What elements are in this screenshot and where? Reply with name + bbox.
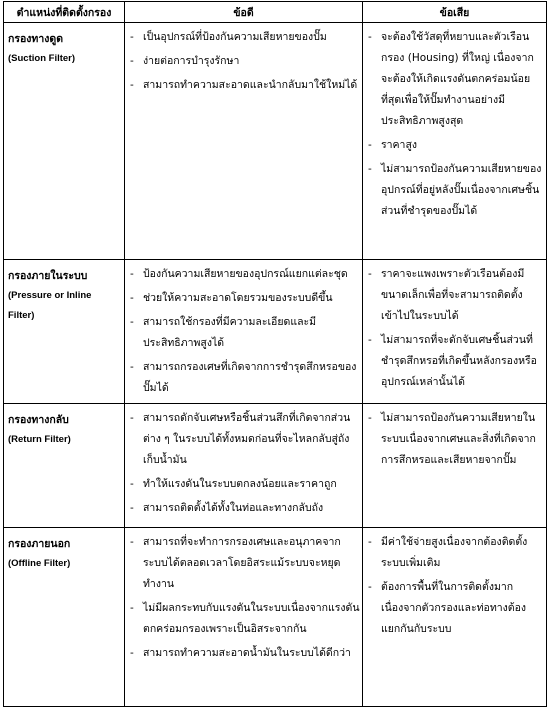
list-item xyxy=(129,357,360,399)
position-name-en: (Return Filter) xyxy=(8,434,71,445)
header-position: ตำแหน่งที่ติดตั้งกรอง xyxy=(4,2,125,23)
cons-cell xyxy=(363,23,547,260)
position-cell xyxy=(4,260,125,404)
bullet-dash: - xyxy=(368,412,372,424)
position-name-th: กรองภายในระบบ xyxy=(8,270,88,282)
bullet-dash: - xyxy=(130,478,134,490)
cons-cell xyxy=(363,528,547,707)
bullet-dash: - xyxy=(368,139,372,151)
bullet-dash: - xyxy=(130,412,134,424)
pros-cell xyxy=(125,260,363,404)
list-item xyxy=(367,330,544,393)
position-name-th: กรองทางกลับ xyxy=(8,414,69,426)
pros-list xyxy=(129,408,360,519)
header-cons: ข้อเสีย xyxy=(363,2,547,23)
list-item xyxy=(367,135,544,156)
table-row-suction xyxy=(4,23,547,260)
bullet-dash: - xyxy=(130,292,134,304)
pros-cell xyxy=(125,528,363,707)
list-item xyxy=(129,643,360,664)
filter-comparison-table xyxy=(3,1,547,707)
bullet-dash: - xyxy=(368,268,372,280)
pro-text: ป้องกันความเสียหายของอุปกรณ์แยกแต่ละชุด xyxy=(143,268,348,280)
pro-text: สามารถทำความสะอาดและนำกลับมาใช้ใหม่ได้ xyxy=(143,79,358,91)
bullet-dash: - xyxy=(368,334,372,346)
pros-list xyxy=(129,532,360,664)
position-name-th: กรองทางดูด xyxy=(8,33,64,45)
list-item xyxy=(367,264,544,327)
list-item xyxy=(129,408,360,471)
pro-text: เป็นอุปกรณ์ที่ป้องกันความเสียหายของปั๊ม xyxy=(143,31,327,43)
pros-cell xyxy=(125,23,363,260)
position-name-th: กรองภายนอก xyxy=(8,538,71,550)
list-item xyxy=(129,288,360,309)
pro-text: ไม่มีผลกระทบกับแรงดันในระบบเนื่องจากแรงดันตกคร่อมกรองเพราะเป็นอิสระจากกัน xyxy=(143,602,360,635)
list-item xyxy=(367,577,544,640)
position-cell xyxy=(4,404,125,528)
con-text: มีค่าใช้จ่ายสูงเนื่องจากต้องติดตั้งระบบเพิ่มเติม xyxy=(381,536,528,569)
con-text: ราคาจะแพงเพราะตัวเรือนต้องมีขนาดเล็กเพื่อที่จะสามารถติดตั้งเข้าไปในระบบได้ xyxy=(381,268,525,322)
cons-list xyxy=(367,532,544,640)
bullet-dash: - xyxy=(130,79,134,91)
list-item xyxy=(129,264,360,285)
bullet-dash: - xyxy=(130,31,134,43)
position-name-en: (Pressure or Inline Filter) xyxy=(8,290,92,321)
bullet-dash: - xyxy=(368,163,372,175)
pros-cell xyxy=(125,404,363,528)
bullet-dash: - xyxy=(130,602,134,614)
table-row-pressure xyxy=(4,260,547,404)
header-pros: ข้อดี xyxy=(125,2,363,23)
bullet-dash: - xyxy=(368,31,372,43)
cons-cell xyxy=(363,404,547,528)
table-row-return xyxy=(4,404,547,528)
bullet-dash: - xyxy=(130,647,134,659)
bullet-dash: - xyxy=(130,536,134,548)
pro-text: สามารถติดตั้งได้ทั้งในท่อและทางกลับถัง xyxy=(143,502,324,514)
list-item xyxy=(367,408,544,471)
pro-text: สามารถใช้กรองที่มีความละเอียดและมีประสิทธิภาพสูงได้ xyxy=(143,316,317,349)
con-text: ต้องการพื้นที่ในการติดตั้งมากเนื่องจากตัวกรองและท่อทางต้องแยกกันกับระบบ xyxy=(381,581,527,635)
pro-text: ช่วยให้ความสะอาดโดยรวมของระบบดีขึ้น xyxy=(143,292,333,304)
bullet-dash: - xyxy=(130,55,134,67)
con-text: ไม่สามารถป้องกันความเสียหายของอุปกรณ์ที่อยู่หลังปั๊มเนื่องจากเศษชิ้นส่วนที่ชำรุดของปั๊มได้ xyxy=(381,163,542,217)
list-item xyxy=(129,312,360,354)
bullet-dash: - xyxy=(368,581,372,593)
pro-text: สามารถทำความสะอาดน้ำมันในระบบได้ดีกว่า xyxy=(143,647,351,659)
con-text: ไม่สามารถป้องกันความเสียหายในระบบเนื่องจากเศษและสิ่งที่เกิดจากการสึกหรอและเสียหายจากปั๊ม xyxy=(381,412,536,466)
pro-text: สามารถที่จะทำการกรองเศษและอนุภาคจากระบบได้ตลอดเวลาโดยอิสระแม้ระบบจะหยุดทำงาน xyxy=(143,536,341,590)
list-item xyxy=(129,474,360,495)
pros-list xyxy=(129,27,360,96)
cons-list xyxy=(367,264,544,393)
cons-list xyxy=(367,27,544,222)
pro-text: ง่ายต่อการบำรุงรักษา xyxy=(143,55,240,67)
list-item xyxy=(129,51,360,72)
pros-list xyxy=(129,264,360,399)
con-text: จะต้องใช้วัสดุที่หยาบและตัวเรือนกรอง (Housing) ที่ใหญ่ เนื่องจากจะต้องให้เกิดแรงดันตกคร่อมน้อยที่สุดเพื่อให้ปั๊มทำงานอย่างมีประสิทธิภาพสูงสุด xyxy=(381,31,534,127)
table-row-offline xyxy=(4,528,547,707)
header-row xyxy=(4,2,547,23)
bullet-dash: - xyxy=(130,268,134,280)
position-name-en: (Suction Filter) xyxy=(8,53,76,64)
cons-cell xyxy=(363,260,547,404)
con-text: ไม่สามารถที่จะดักจับเศษชิ้นส่วนที่ชำรุดสึกหรอที่เกิดขึ้นหลังกรองหรืออุปกรณ์เหล่านั้นได้ xyxy=(381,334,537,388)
cons-list xyxy=(367,408,544,471)
bullet-dash: - xyxy=(130,361,134,373)
pro-text: สามารถดักจับเศษหรือชิ้นส่วนสึกที่เกิดจากส่วนต่าง ๆ ในระบบได้ทั้งหมดก่อนที่จะไหลกลับสู่ถังเก็บน้ำมัน xyxy=(143,412,351,466)
list-item xyxy=(129,75,360,96)
bullet-dash: - xyxy=(130,502,134,514)
list-item xyxy=(129,598,360,640)
list-item xyxy=(367,27,544,132)
list-item xyxy=(129,532,360,595)
list-item xyxy=(129,27,360,48)
position-name-en: (Offline Filter) xyxy=(8,558,71,569)
list-item xyxy=(367,159,544,222)
pro-text: สามารถกรองเศษที่เกิดจากการชำรุดสึกหรอของปั๊มได้ xyxy=(143,361,357,394)
list-item xyxy=(129,498,360,519)
list-item xyxy=(367,532,544,574)
position-cell xyxy=(4,528,125,707)
bullet-dash: - xyxy=(130,316,134,328)
bullet-dash: - xyxy=(368,536,372,548)
con-text: ราคาสูง xyxy=(381,139,417,151)
pro-text: ทำให้แรงดันในระบบตกลงน้อยและราคาถูก xyxy=(143,478,337,490)
position-cell xyxy=(4,23,125,260)
